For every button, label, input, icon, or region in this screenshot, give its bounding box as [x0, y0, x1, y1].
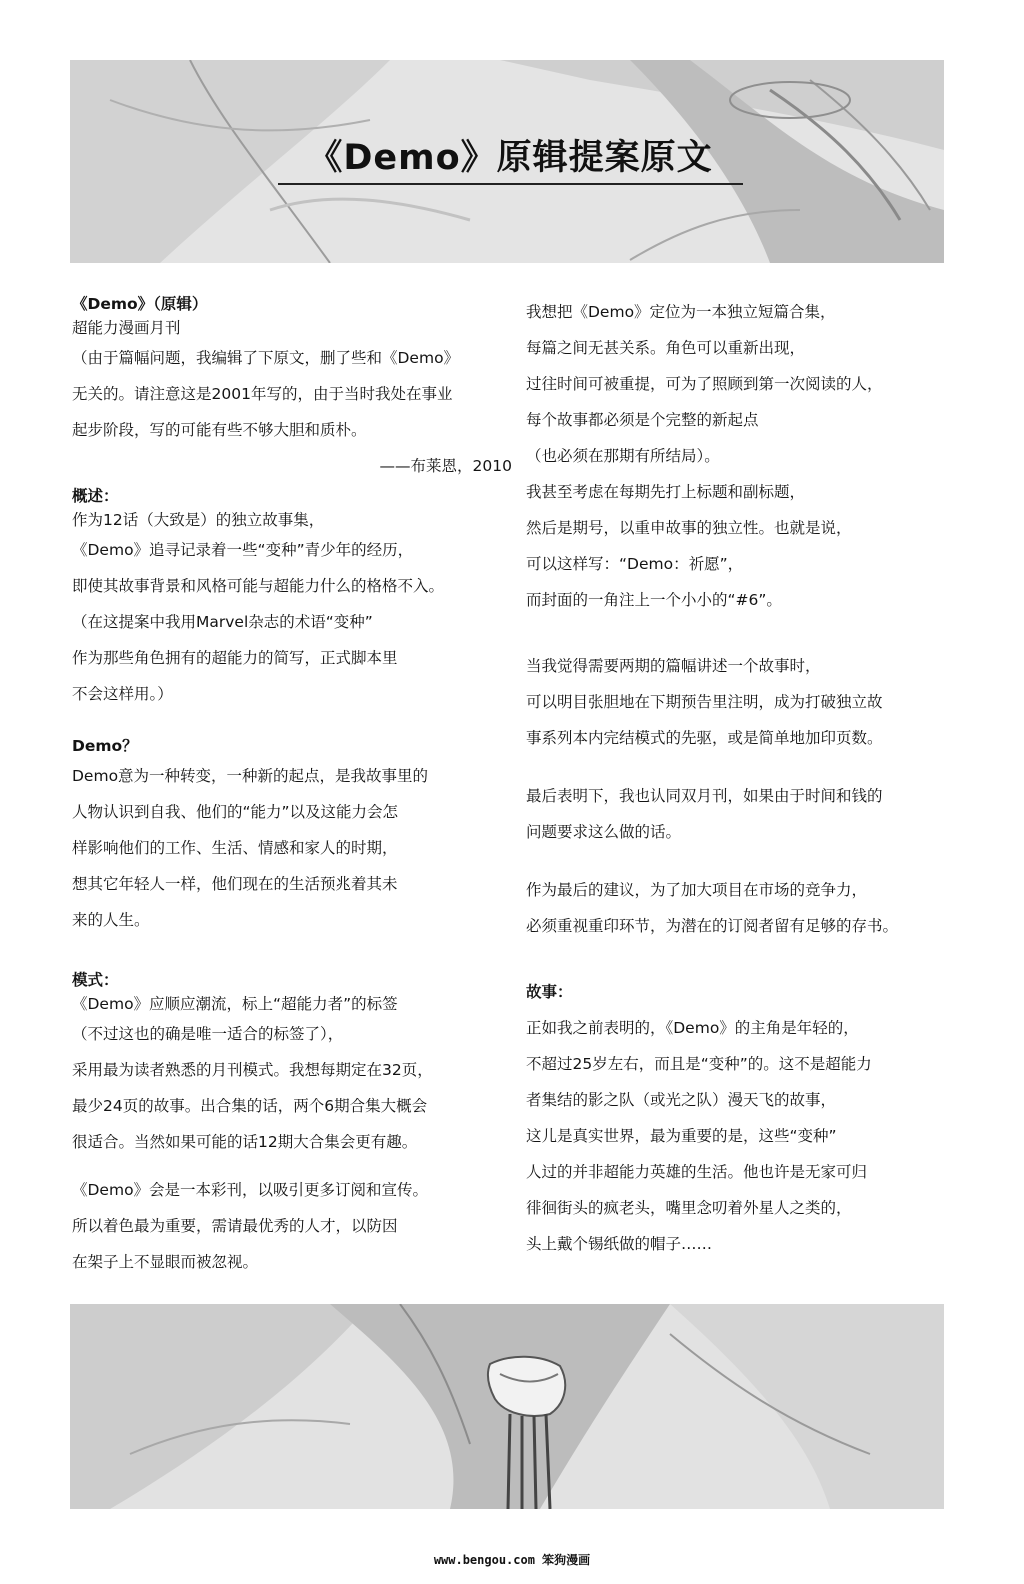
- intro-heading: 《Demo》（原辑）: [72, 295, 208, 313]
- two-issue-line: 事系列本内完结模式的先驱，或是简单地加印页数。: [526, 729, 883, 747]
- format-line: （也必须在那期有所结局）。: [526, 447, 720, 465]
- color-line: 所以着色最为重要，需请最优秀的人才，以防因: [72, 1217, 398, 1235]
- color-line: 在架子上不显眼而被忽视。: [72, 1253, 259, 1271]
- demo-line: 人物认识到自我、他们的“能力”以及这能力会怎: [72, 803, 399, 821]
- mode-line: 很适合。当然如果可能的话12期大合集会更有趣。: [72, 1133, 418, 1151]
- mode-line: 《Demo》应顺应潮流，标上“超能力者”的标签: [72, 995, 398, 1013]
- mode-heading: 模式：: [72, 971, 119, 989]
- reprint-line: 必须重视重印环节，为潜在的订阅者留有足够的存书。: [526, 917, 899, 935]
- footer-artwork: [70, 1304, 944, 1509]
- intro-line: 超能力漫画月刊: [72, 319, 181, 337]
- demo-line: 样影响他们的工作、生活、情感和家人的时期，: [72, 839, 398, 857]
- two-issue-line: 当我觉得需要两期的篇幅讲述一个故事时，: [526, 657, 821, 675]
- left-column: [72, 292, 512, 1280]
- story-line: 人过的并非超能力英雄的生活。他也许是无家可归: [526, 1163, 868, 1181]
- overview-line: 作为12话（大致是）的独立故事集，: [72, 511, 325, 529]
- format-line: 每个故事都必须是个完整的新起点: [526, 411, 759, 429]
- format-line: 过往时间可被重提，可为了照顾到第一次阅读的人，: [526, 375, 883, 393]
- footer-artwork-illustration: [70, 1304, 944, 1509]
- story-heading: 故事：: [526, 983, 573, 1001]
- mode-line: 最少24页的故事。出合集的话，两个6期合集大概会: [72, 1097, 428, 1115]
- demo-line: 想其它年轻人一样，他们现在的生活预兆着其未: [72, 875, 398, 893]
- format-line: 我想把《Demo》定位为一本独立短篇合集，: [526, 303, 836, 321]
- color-line: 《Demo》会是一本彩刊，以吸引更多订阅和宣传。: [72, 1181, 429, 1199]
- intro-line: 起步阶段，写的可能有些不够大胆和质朴。: [72, 421, 367, 439]
- bimonthly-line: 问题要求这么做的话。: [526, 823, 682, 841]
- format-line: 每篇之间无甚关系。角色可以重新出现，: [526, 339, 806, 357]
- signature: ——布莱恩，2010: [379, 457, 512, 475]
- story-line: 不超过25岁左右，而且是“变种”的。这不是超能力: [526, 1055, 872, 1073]
- overview-line: 作为那些角色拥有的超能力的简写，正式脚本里: [72, 649, 398, 667]
- story-line: 头上戴个锡纸做的帽子……: [526, 1235, 713, 1253]
- overview-heading: 概述：: [72, 487, 119, 505]
- right-column: [526, 294, 966, 1262]
- story-line: 这儿是真实世界，最为重要的是，这些“变种”: [526, 1127, 837, 1145]
- intro-line: （由于篇幅问题，我编辑了下原文，删了些和《Demo》: [72, 349, 460, 367]
- mode-line: 采用最为读者熟悉的月刊模式。我想每期定在32页，: [72, 1061, 433, 1079]
- title-underline: [278, 183, 743, 185]
- story-line: 正如我之前表明的，《Demo》的主角是年轻的，: [526, 1019, 859, 1037]
- bimonthly-line: 最后表明下，我也认同双月刊，如果由于时间和钱的: [526, 787, 883, 805]
- demo-heading: Demo？: [72, 737, 138, 755]
- format-line: 而封面的一角注上一个小小的“#6”。: [526, 591, 782, 609]
- two-issue-line: 可以明目张胆地在下期预告里注明，成为打破独立故: [526, 693, 883, 711]
- format-line: 然后是期号，以重申故事的独立性。也就是说，: [526, 519, 852, 537]
- story-line: 者集结的影之队（或光之队）漫天飞的故事，: [526, 1091, 837, 1109]
- overview-line: （在这提案中我用Marvel杂志的术语“变种”: [72, 613, 373, 631]
- format-line: 我甚至考虑在每期先打上标题和副标题，: [526, 483, 806, 501]
- story-line: 徘徊街头的疯老头，嘴里念叨着外星人之类的，: [526, 1199, 852, 1217]
- overview-line: 不会这样用。）: [72, 685, 173, 703]
- reprint-line: 作为最后的建议，为了加大项目在市场的竞争力，: [526, 881, 868, 899]
- demo-line: 来的人生。: [72, 911, 150, 929]
- footer-watermark: www.bengou.com 笨狗漫画: [433, 1553, 591, 1567]
- mode-line: （不过这也的确是唯一适合的标签了），: [72, 1025, 344, 1043]
- overview-line: 即使其故事背景和风格可能与超能力什么的格格不入。: [72, 577, 445, 595]
- demo-line: Demo意为一种转变，一种新的起点，是我故事里的: [72, 767, 429, 785]
- overview-line: 《Demo》追寻记录着一些“变种”青少年的经历，: [72, 541, 414, 559]
- page-title: 《Demo》原辑提案原文: [307, 138, 713, 178]
- intro-line: 无关的。请注意这是2001年写的，由于当时我处在事业: [72, 385, 453, 403]
- format-line: 可以这样写：“Demo：祈愿”，: [526, 555, 744, 573]
